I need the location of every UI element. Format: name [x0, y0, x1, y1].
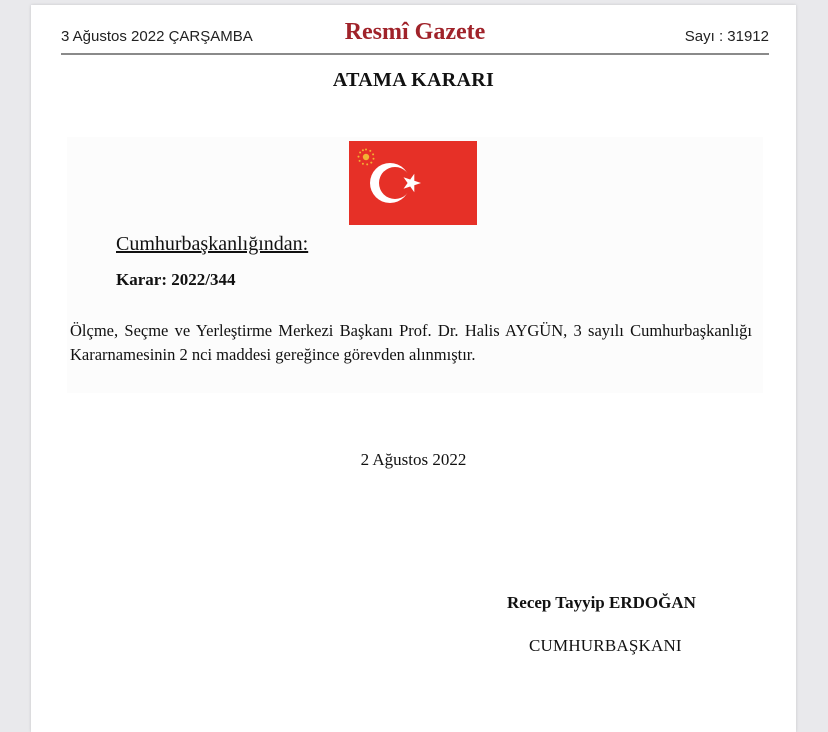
issuing-authority: Cumhurbaşkanlığından:: [116, 233, 309, 255]
decision-body: Ölçme, Seçme ve Yerleştirme Merkezi Başkanı Prof. Dr. Halis AYGÜN, 3 sayılı Cumhurbaşkanlığı Kararnamesinin 2 nci maddesi gereğince görevden alınmıştır.: [70, 321, 752, 364]
signatory-title: CUMHURBAŞKANI: [529, 636, 682, 655]
turkish-flag-icon: [349, 141, 477, 225]
signatory-name: Recep Tayyip ERDOĞAN: [507, 593, 696, 612]
publication-date: 3 Ağustos 2022 ÇARŞAMBA: [61, 28, 253, 45]
gazette-title: Resmî Gazete: [344, 19, 486, 45]
issue-number: Sayı : 31912: [684, 28, 769, 45]
gazette-page: [31, 5, 796, 732]
decree-date: 2 Ağustos 2022: [360, 450, 467, 469]
header-divider: [61, 53, 769, 55]
decision-title: ATAMA KARARI: [332, 69, 495, 91]
decision-number: Karar: 2022/344: [116, 270, 236, 289]
gazette-header: [61, 19, 769, 53]
